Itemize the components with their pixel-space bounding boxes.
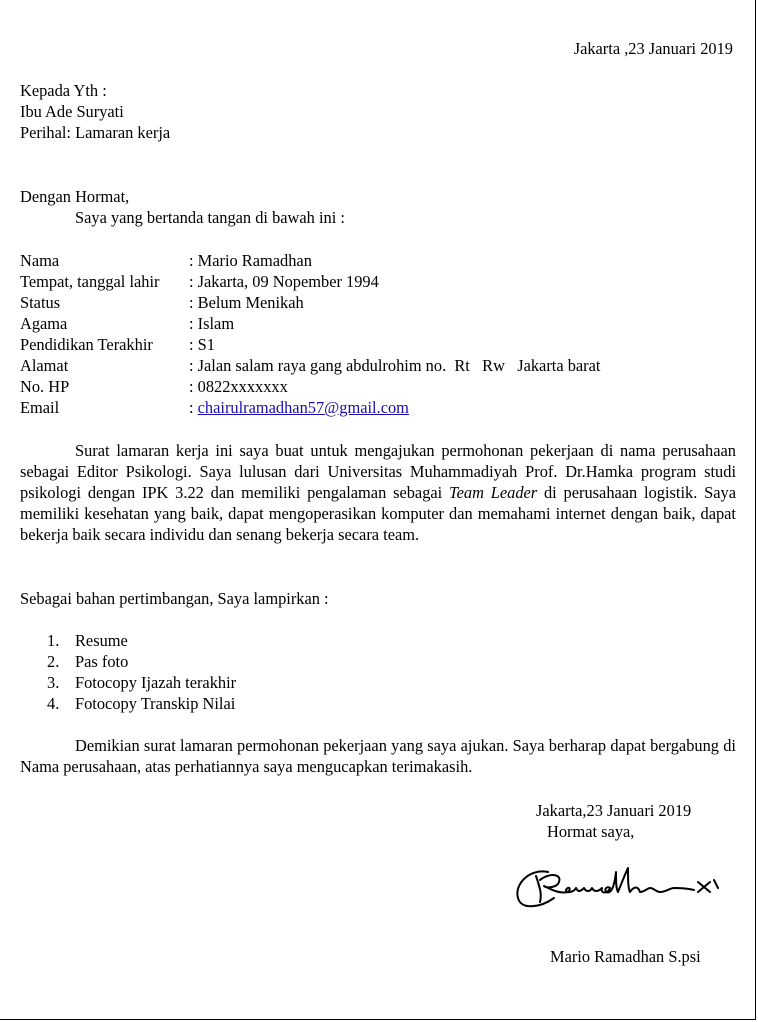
identity-label: Tempat, tanggal lahir: [20, 272, 160, 291]
email-colon: :: [189, 398, 198, 417]
list-number: 1.: [47, 631, 60, 650]
salutation: Dengan Hormat,: [20, 187, 130, 206]
recipient-line1: Kepada Yth :: [20, 81, 107, 100]
recipient-name: Ibu Ade Suryati: [20, 102, 124, 121]
list-item: [47, 651, 128, 672]
body-text-italic: Team Leader: [449, 483, 538, 502]
list-text: Fotocopy Ijazah terakhir: [75, 673, 237, 692]
closing-regards: Hormat saya,: [547, 822, 635, 841]
signer-name: Mario Ramadhan S.psi: [550, 947, 701, 966]
closing-paragraph: [20, 735, 736, 777]
body-text-part1: Surat lamaran kerja ini saya buat untuk mengajukan permohonan pekerjaan di nama perusahaan sebagai Editor Psikologi. Saya lulusan dari Universitas Muhammadiyah Prof. Dr.Hamka program studi psikologi dengan IPK 3.22 dan memiliki pengalaman sebagai: [20, 441, 736, 502]
list-number: 4.: [47, 694, 60, 713]
letter-date: Jakarta ,23 Januari 2019: [573, 39, 733, 58]
list-item: [47, 693, 235, 714]
closing-text: Demikian surat lamaran permohonan pekerjaan yang saya ajukan. Saya berharap dapat bergabung di Nama perusahaan, atas perhatiannya saya mengucapkan terimakasih.: [20, 736, 736, 776]
signature-image: [510, 858, 730, 918]
identity-label: Agama: [20, 314, 68, 333]
list-text: Resume: [75, 631, 128, 650]
list-number: 2.: [47, 652, 60, 671]
list-number: 3.: [47, 673, 60, 692]
identity-value: : Islam: [189, 314, 235, 333]
identity-label: Pendidikan Terakhir: [20, 335, 153, 354]
closing-date: Jakarta,23 Januari 2019: [536, 801, 692, 820]
identity-value: [189, 397, 409, 418]
identity-label: Alamat: [20, 356, 69, 375]
identity-label: Status: [20, 293, 61, 312]
identity-value: : Mario Ramadhan: [189, 251, 312, 270]
identity-value: : 0822xxxxxxx: [189, 377, 288, 396]
identity-label: Nama: [20, 251, 60, 270]
identity-label: No. HP: [20, 377, 70, 396]
identity-value: : Belum Menikah: [189, 293, 304, 312]
body-text-part2: di perusahaan logistik. Saya memiliki kesehatan yang baik, dapat mengoperasikan komputer dan memahami internet dengan baik, dapat bekerja baik secara individu dan senang bekerja secara team.: [20, 483, 736, 544]
email-link[interactable]: chairulramadhan57@gmail.com: [197, 398, 409, 417]
list-text: Fotocopy Transkip Nilai: [75, 694, 236, 713]
body-paragraph: [20, 440, 736, 545]
attachment-intro: Sebagai bahan pertimbangan, Saya lampirkan :: [20, 589, 329, 608]
list-text: Pas foto: [75, 652, 129, 671]
identity-label: Email: [20, 398, 60, 417]
list-item: [47, 630, 128, 651]
identity-value: : Jalan salam raya gang abdulrohim no. Rt Rw Jakarta barat: [189, 356, 601, 375]
identity-value: : Jakarta, 09 Nopember 1994: [189, 272, 379, 291]
identity-value: : S1: [189, 335, 215, 354]
intro-text: Saya yang bertanda tangan di bawah ini :: [75, 208, 345, 227]
list-item: [47, 672, 236, 693]
subject-line: Perihal: Lamaran kerja: [20, 123, 171, 142]
